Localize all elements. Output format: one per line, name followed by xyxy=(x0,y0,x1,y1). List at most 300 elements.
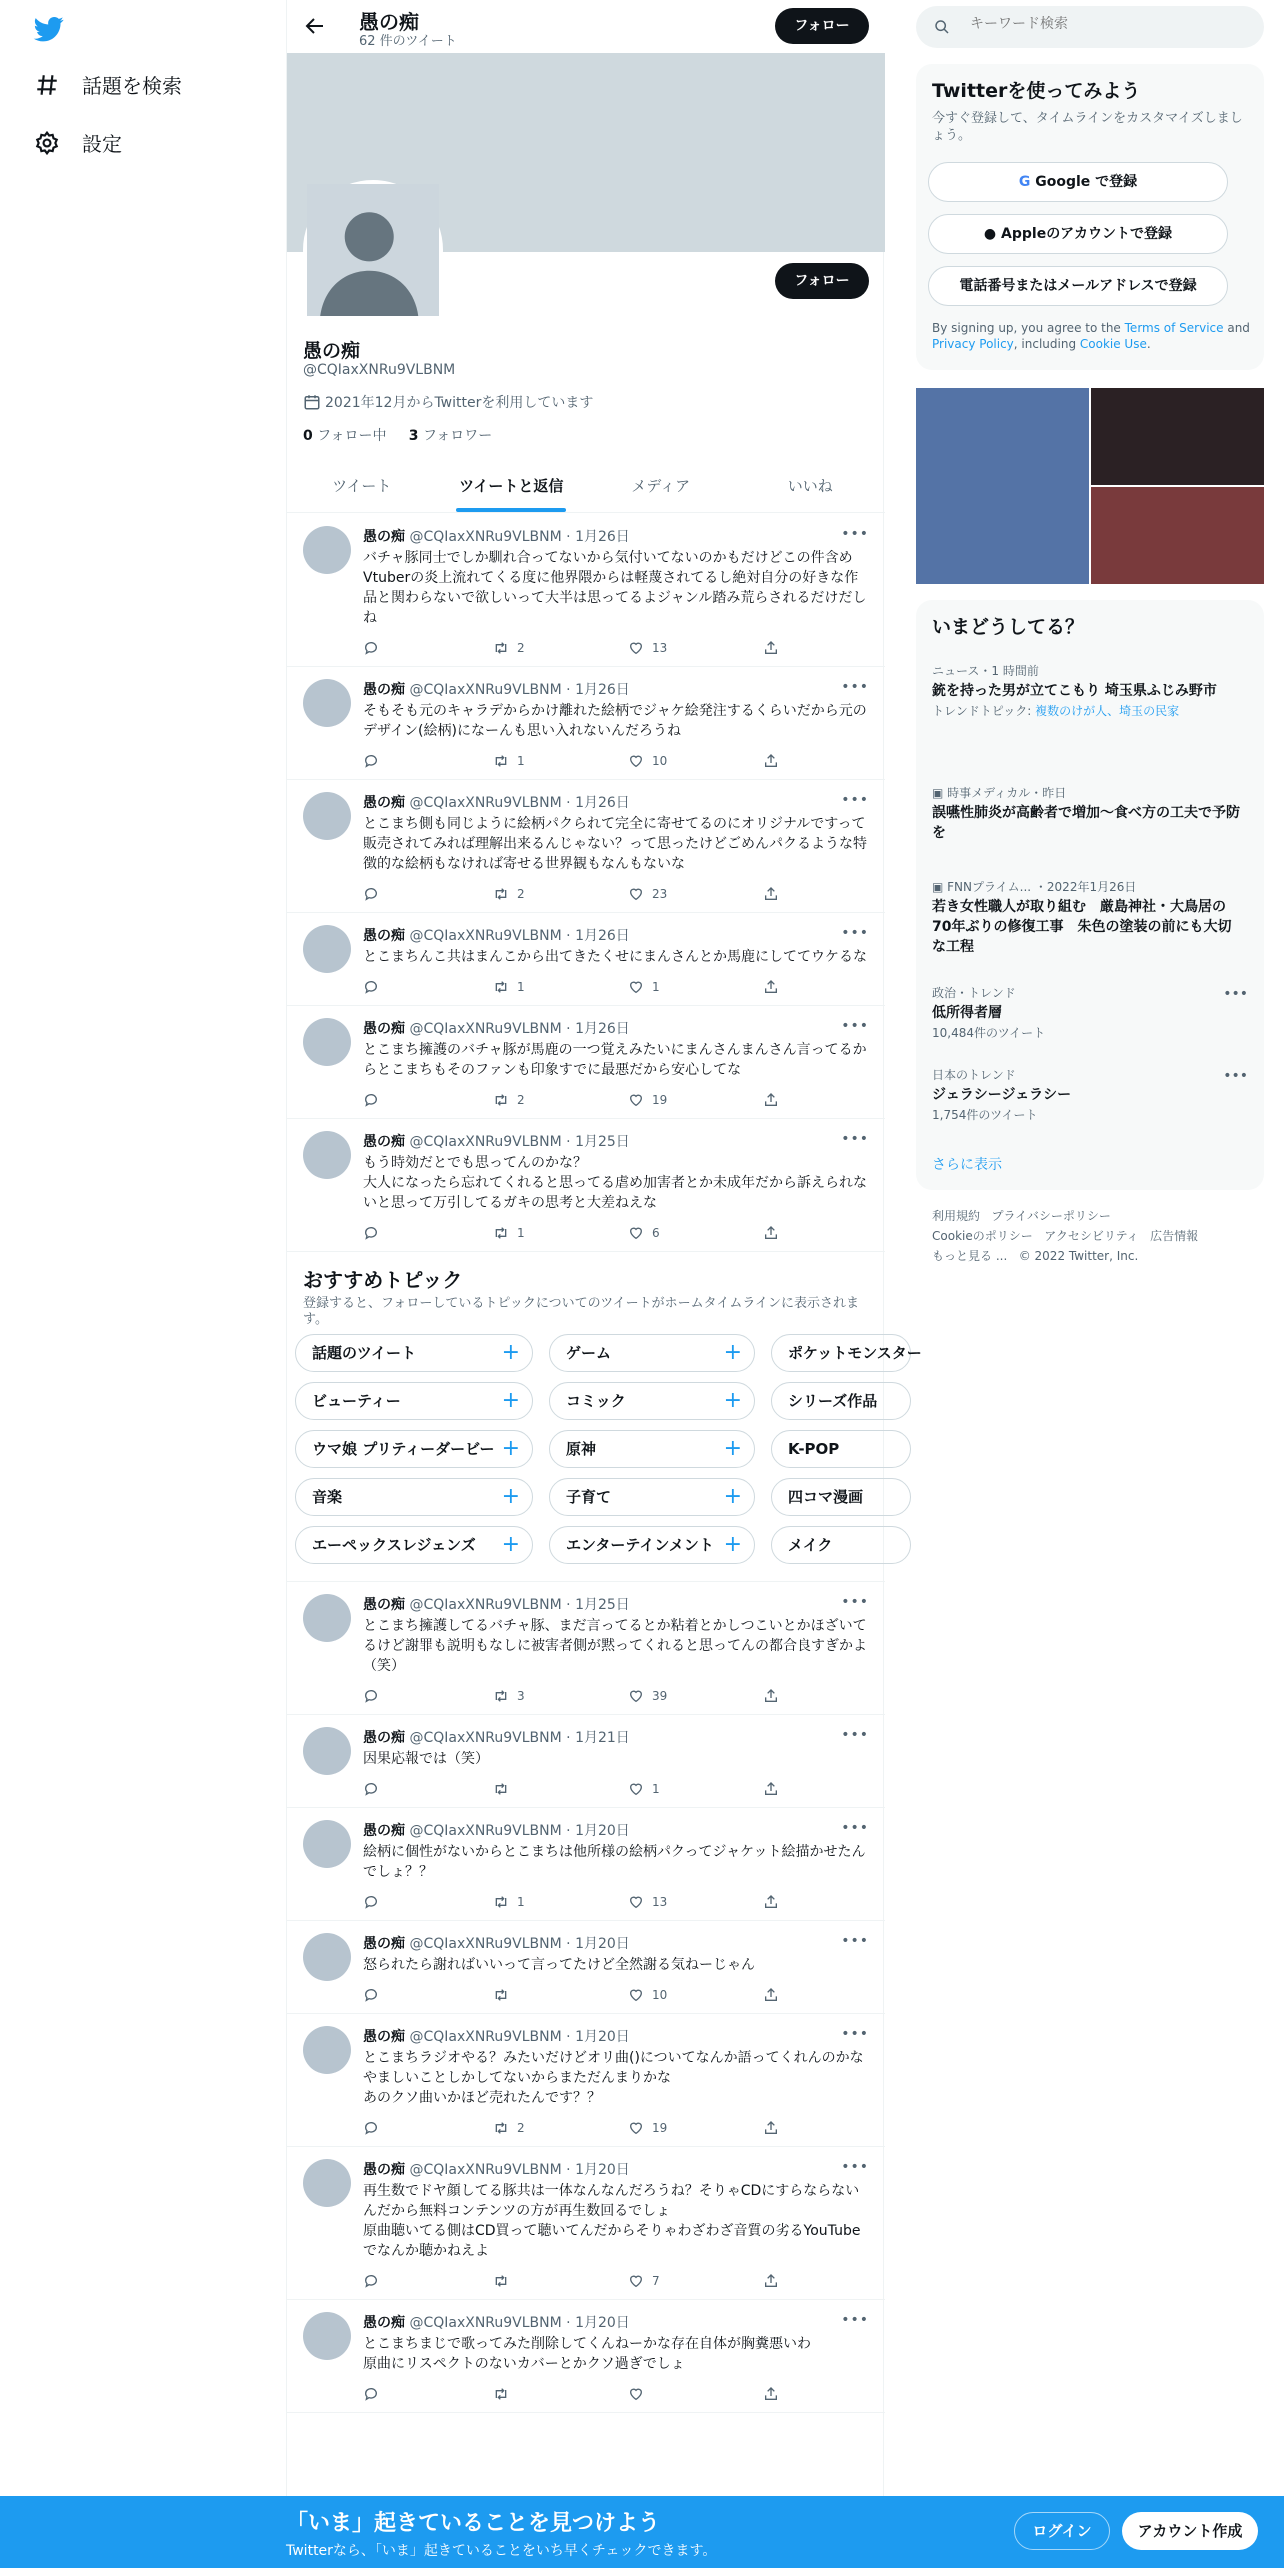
footer-privacy[interactable]: プライバシーポリシー xyxy=(991,1209,1111,1223)
like-button[interactable] xyxy=(628,2118,763,2138)
reply-button[interactable] xyxy=(363,2271,493,2291)
like-count: 7 xyxy=(652,2274,660,2288)
hashtag-icon xyxy=(34,72,60,98)
footer-more[interactable]: もっと見る ... xyxy=(932,1249,1008,1263)
trend-name: 誤嚥性肺炎が高齢者で増加～食べ方の工夫で予防を xyxy=(932,805,1240,841)
tweet-date[interactable]: 1月25日 xyxy=(575,1597,630,1613)
more-icon[interactable]: ••• xyxy=(841,2159,869,2175)
topic-chip-label: ビューティー xyxy=(312,1392,401,1410)
show-more-link[interactable]: さらに表示 xyxy=(932,1157,1002,1173)
tweet-dot: · xyxy=(561,1021,576,1037)
retweet-count: 1 xyxy=(517,980,525,994)
tweet-author-handle[interactable]: @CQIaxXNRu9VLBNM xyxy=(409,2162,562,2178)
tweet-avatar[interactable] xyxy=(303,526,351,574)
topic-chip[interactable] xyxy=(549,1334,755,1372)
share-button[interactable] xyxy=(763,751,779,771)
like-button[interactable] xyxy=(628,1223,763,1243)
plus-icon[interactable]: + xyxy=(723,1388,742,1413)
footer-terms[interactable]: 利用規約 xyxy=(932,1209,981,1223)
topic-chip[interactable] xyxy=(771,1526,911,1564)
share-icon xyxy=(763,2386,779,2402)
tweet-actions xyxy=(363,751,869,771)
tweet[interactable] xyxy=(287,2147,885,2300)
share-button[interactable] xyxy=(763,2271,779,2291)
plus-icon[interactable]: + xyxy=(723,1340,742,1365)
tweet-author-handle[interactable]: @CQIaxXNRu9VLBNM xyxy=(409,1134,562,1150)
tweet-author-name[interactable]: 愚の痴 xyxy=(363,1597,405,1613)
retweet-icon xyxy=(493,979,509,995)
tweet-actions xyxy=(363,1090,869,1110)
plus-icon[interactable]: + xyxy=(723,1436,742,1461)
share-button[interactable] xyxy=(763,2118,779,2138)
tweet-text: 絵柄に個性がないからとこまちは他所様の絵柄パクってジャケット絵描かせたんでしょ？？ xyxy=(363,1844,866,1880)
back-arrow-icon[interactable] xyxy=(303,14,327,38)
tweet-header xyxy=(363,1727,869,1747)
trends-title: いまどうしてる？ xyxy=(932,616,1085,638)
share-button[interactable] xyxy=(763,2384,779,2404)
tab-tweets-replies[interactable]: ツイートと返信 xyxy=(437,460,587,512)
google-signup-button[interactable] xyxy=(928,162,1228,202)
retweet-count: 2 xyxy=(517,2121,525,2135)
tweet-header xyxy=(363,1594,869,1614)
tweet[interactable] xyxy=(287,667,885,780)
topic-chip[interactable] xyxy=(549,1382,755,1420)
heart-icon xyxy=(628,1092,644,1108)
retweet-button[interactable] xyxy=(493,1223,628,1243)
more-icon[interactable]: ••• xyxy=(841,925,869,941)
nav-settings[interactable] xyxy=(34,128,122,157)
topic-chip[interactable] xyxy=(771,1382,911,1420)
tweet[interactable] xyxy=(287,780,885,913)
trend-sub-link[interactable]: 複数のけが人、埼玉の民家 xyxy=(1035,704,1180,718)
plus-icon[interactable]: + xyxy=(723,1532,742,1557)
like-button[interactable] xyxy=(628,1985,763,2005)
retweet-icon xyxy=(493,2120,509,2136)
topic-chip[interactable] xyxy=(295,1478,533,1516)
trends-card xyxy=(916,600,1264,1190)
retweet-icon xyxy=(493,753,509,769)
like-count: 13 xyxy=(652,1895,668,1909)
trend-meta: 日本のトレンド xyxy=(932,1068,1016,1082)
profile-header-bar xyxy=(287,0,885,53)
like-button[interactable] xyxy=(628,2384,763,2404)
like-count: 10 xyxy=(652,754,668,768)
tweet-date[interactable]: 1月26日 xyxy=(575,1021,630,1037)
plus-icon[interactable]: + xyxy=(501,1388,520,1413)
tweet-author-handle[interactable]: @CQIaxXNRu9VLBNM xyxy=(409,682,562,698)
more-icon[interactable]: ••• xyxy=(1223,1068,1248,1084)
banner-title: 「いま」起きていることを見つけよう xyxy=(286,2511,661,2536)
share-icon xyxy=(763,1225,779,1241)
tab-tweets[interactable]: ツイート xyxy=(332,477,392,495)
tweet-header xyxy=(363,1131,869,1151)
plus-icon[interactable]: + xyxy=(501,1532,520,1557)
tweet-avatar[interactable] xyxy=(303,1727,351,1775)
tweet-date[interactable]: 1月26日 xyxy=(575,682,630,698)
tweet-author-name[interactable]: 愚の痴 xyxy=(363,2162,405,2178)
twitter-bird-icon[interactable] xyxy=(34,14,64,44)
header-name: 愚の痴 xyxy=(359,10,419,34)
tweet-date[interactable]: 1月21日 xyxy=(575,1730,630,1746)
share-icon xyxy=(763,1894,779,1910)
plus-icon[interactable]: + xyxy=(501,1436,520,1461)
share-icon xyxy=(763,1688,779,1704)
retweet-button[interactable] xyxy=(493,2118,628,2138)
tweet-author-handle[interactable]: @CQIaxXNRu9VLBNM xyxy=(409,1597,562,1613)
tweet-author-name[interactable]: 愚の痴 xyxy=(363,682,405,698)
trend-sub-prefix: トレンドトピック: xyxy=(932,704,1036,718)
tweet-author-handle[interactable]: @CQIaxXNRu9VLBNM xyxy=(409,1936,562,1952)
tweet-dot: · xyxy=(561,682,576,698)
plus-icon[interactable]: + xyxy=(501,1340,520,1365)
share-icon xyxy=(763,1092,779,1108)
apple-signup-button[interactable] xyxy=(928,214,1228,254)
signup-button[interactable]: アカウント作成 xyxy=(1122,2512,1258,2550)
footer-accessibility[interactable]: アクセシビリティ xyxy=(1044,1229,1139,1243)
reply-icon xyxy=(363,2120,379,2136)
tweet-author-name[interactable]: 愚の痴 xyxy=(363,928,405,944)
plus-icon[interactable]: + xyxy=(501,1484,520,1509)
topic-chip[interactable] xyxy=(549,1478,755,1516)
like-button[interactable] xyxy=(628,1892,763,1912)
retweet-count: 1 xyxy=(517,1895,525,1909)
trend-item[interactable] xyxy=(932,984,1242,1041)
google-signup-label: Google で登録 xyxy=(1035,174,1138,190)
tweet-author-name[interactable]: 愚の痴 xyxy=(363,1021,405,1037)
signup-subtitle: 今すぐ登録して、タイムラインをカスタマイズしましょう。 xyxy=(932,111,1243,143)
trend-item[interactable] xyxy=(932,784,1242,843)
retweet-count: 2 xyxy=(517,1093,525,1107)
reply-icon xyxy=(363,2273,379,2289)
trend-sub xyxy=(932,703,1242,719)
tweet[interactable] xyxy=(287,2014,885,2147)
trend-meta: ニュース・1 時間前 xyxy=(932,664,1039,678)
signup-banner xyxy=(0,2496,1284,2568)
topic-chip[interactable] xyxy=(295,1334,533,1372)
topics-title: おすすめトピック xyxy=(303,1268,463,1292)
reply-button[interactable] xyxy=(363,2384,493,2404)
tweet-author-handle[interactable]: @CQIaxXNRu9VLBNM xyxy=(409,1730,562,1746)
tweet-author-handle[interactable]: @CQIaxXNRu9VLBNM xyxy=(409,1021,562,1037)
signup-card xyxy=(916,64,1264,370)
tweet-avatar[interactable] xyxy=(303,925,351,973)
reply-icon xyxy=(363,1688,379,1704)
tweet-author-handle[interactable]: @CQIaxXNRu9VLBNM xyxy=(409,529,562,545)
retweet-icon xyxy=(493,1781,509,1797)
share-icon xyxy=(763,1781,779,1797)
tweet-author-name[interactable]: 愚の痴 xyxy=(363,2315,405,2331)
followers-count: 3 xyxy=(408,428,419,444)
tweet-avatar[interactable] xyxy=(303,1131,351,1179)
tweet-text: 再生数でドヤ顔してる豚共は一体なんなんだろうね？そりゃCDにすらならないんだから無料コンテンツの方が再生数回るでしょ 原曲聴いてる側はCD買って聴いてんだからそりゃわざわざ音質の劣るYouTubeでなんか聴かねえよ xyxy=(363,2183,861,2259)
reply-icon xyxy=(363,1092,379,1108)
media-tile[interactable] xyxy=(1091,388,1264,485)
profile-avatar[interactable] xyxy=(303,180,443,320)
tweet-dot: · xyxy=(561,2162,576,2178)
trend-sub: 1,754件のツイート xyxy=(932,1108,1038,1122)
phone-email-signup-button[interactable]: 電話番号またはメールアドレスで登録 xyxy=(928,266,1228,306)
heart-icon xyxy=(628,1688,644,1704)
share-button[interactable] xyxy=(763,1779,779,1799)
reply-button[interactable] xyxy=(363,884,493,904)
topic-chip[interactable] xyxy=(549,1430,755,1468)
media-tile[interactable] xyxy=(1091,487,1264,584)
tweet-author-handle[interactable]: @CQIaxXNRu9VLBNM xyxy=(409,2315,562,2331)
like-button[interactable] xyxy=(628,2271,763,2291)
retweet-button[interactable] xyxy=(493,2384,628,2404)
share-button[interactable] xyxy=(763,977,779,997)
tweet-text: とこまち擁護のバチャ豚が馬鹿の一つ覚えみたいにまんさんまんさん言ってるからとこまちもそのファンも印象すでに最悪だから安心してな xyxy=(363,1042,867,1078)
tweet-actions xyxy=(363,2118,869,2138)
heart-icon xyxy=(628,886,644,902)
like-button[interactable] xyxy=(628,1090,763,1110)
retweet-icon xyxy=(493,2273,509,2289)
more-icon[interactable]: ••• xyxy=(841,1933,869,1949)
tweet-actions xyxy=(363,977,869,997)
tweet[interactable] xyxy=(287,2300,885,2413)
profile-joined xyxy=(303,392,593,412)
tweet-avatar[interactable] xyxy=(303,1820,351,1868)
more-icon[interactable]: ••• xyxy=(841,526,869,542)
trend-meta: 政治・トレンド xyxy=(932,986,1016,1000)
reply-icon xyxy=(363,1987,379,2003)
tweet-author-name[interactable]: 愚の痴 xyxy=(363,1936,405,1952)
trend-item[interactable] xyxy=(932,878,1242,957)
more-icon[interactable]: ••• xyxy=(841,1131,869,1147)
more-icon[interactable]: ••• xyxy=(841,792,869,808)
tweet-avatar[interactable] xyxy=(303,792,351,840)
topic-chip-label: エンターテインメント xyxy=(566,1536,714,1554)
more-icon[interactable]: ••• xyxy=(841,1820,869,1836)
tweet-date[interactable]: 1月26日 xyxy=(575,529,630,545)
footer-ads[interactable]: 広告情報 xyxy=(1150,1229,1199,1243)
reply-button[interactable] xyxy=(363,977,493,997)
retweet-button[interactable] xyxy=(493,2271,628,2291)
tweet-author-handle[interactable]: @CQIaxXNRu9VLBNM xyxy=(409,928,562,944)
retweet-button[interactable] xyxy=(493,884,628,904)
plus-icon[interactable]: + xyxy=(723,1484,742,1509)
tweet-author-handle[interactable]: @CQIaxXNRu9VLBNM xyxy=(409,1823,562,1839)
reply-button[interactable] xyxy=(363,1686,493,1706)
tweet[interactable] xyxy=(287,1921,885,2014)
tweet-author-name[interactable]: 愚の痴 xyxy=(363,1823,405,1839)
reply-button[interactable] xyxy=(363,2118,493,2138)
nav-explore[interactable] xyxy=(34,70,182,99)
tweet-actions xyxy=(363,638,869,658)
like-count: 6 xyxy=(652,1226,660,1240)
reply-icon xyxy=(363,640,379,656)
tab-media[interactable]: メディア xyxy=(631,477,691,495)
search-box[interactable] xyxy=(916,6,1264,48)
retweet-button[interactable] xyxy=(493,751,628,771)
more-icon[interactable]: ••• xyxy=(841,1727,869,1743)
more-icon[interactable]: ••• xyxy=(841,2026,869,2042)
profile-follow-button[interactable]: フォロー xyxy=(775,263,869,299)
tab-likes[interactable]: いいね xyxy=(787,477,833,495)
tweet-author-name[interactable]: 愚の痴 xyxy=(363,529,405,545)
tweet-avatar[interactable] xyxy=(303,1933,351,1981)
tweet-date[interactable]: 1月25日 xyxy=(575,1134,630,1150)
more-icon[interactable]: ••• xyxy=(841,2312,869,2328)
tweet-date[interactable]: 1月26日 xyxy=(575,928,630,944)
topic-chip[interactable] xyxy=(295,1382,533,1420)
share-button[interactable] xyxy=(763,884,779,904)
retweet-button[interactable] xyxy=(493,1686,628,1706)
tweet[interactable] xyxy=(287,1582,885,1715)
like-button[interactable] xyxy=(628,884,763,904)
tweet-date[interactable]: 1月20日 xyxy=(575,2162,630,2178)
following-label: フォロー中 xyxy=(317,428,387,444)
legal-including: , including xyxy=(1013,337,1080,351)
gear-icon xyxy=(34,130,60,156)
retweet-icon xyxy=(493,1225,509,1241)
reply-button[interactable] xyxy=(363,1090,493,1110)
share-button[interactable] xyxy=(763,1223,779,1243)
news-source-icon: ▣ xyxy=(932,786,948,800)
header-tweet-count: 62 件のツイート xyxy=(359,34,457,49)
share-icon xyxy=(763,640,779,656)
google-icon: G xyxy=(1018,174,1031,190)
retweet-icon xyxy=(493,1894,509,1910)
tweet-text: バチャ豚同士でしか馴れ合ってないから気付いてないのかもだけどこの件含めVtuberの炎上流れてくる度に他界隈からは軽蔑されてるし絶対自分の好きな作品と関わらないで欲しいって大半は思ってるよジャンル踏み荒らされるだけだしね xyxy=(363,550,867,626)
privacy-link[interactable]: Privacy Policy xyxy=(932,337,1014,351)
header-follow-button[interactable]: フォロー xyxy=(775,8,869,44)
search-input[interactable] xyxy=(970,16,1250,32)
tweet-avatar[interactable] xyxy=(303,2026,351,2074)
like-button[interactable] xyxy=(628,1686,763,1706)
tweet-avatar[interactable] xyxy=(303,679,351,727)
topic-chip-label: ポケットモンスター xyxy=(788,1344,922,1362)
like-button[interactable] xyxy=(628,751,763,771)
following-link[interactable] xyxy=(303,428,387,444)
retweet-button[interactable] xyxy=(493,1985,628,2005)
share-icon xyxy=(763,753,779,769)
tweet-author-handle[interactable]: @CQIaxXNRu9VLBNM xyxy=(409,2029,562,2045)
footer-cookie[interactable]: Cookieのポリシー xyxy=(932,1229,1033,1243)
retweet-count: 2 xyxy=(517,887,525,901)
reply-button[interactable] xyxy=(363,1985,493,2005)
reply-icon xyxy=(363,2386,379,2402)
share-button[interactable] xyxy=(763,638,779,658)
tweet-author-name[interactable]: 愚の痴 xyxy=(363,2029,405,2045)
reply-button[interactable] xyxy=(363,1892,493,1912)
reply-icon xyxy=(363,753,379,769)
retweet-button[interactable] xyxy=(493,638,628,658)
apple-signup-label: Appleのアカウントで登録 xyxy=(1001,226,1173,242)
share-button[interactable] xyxy=(763,1090,779,1110)
topic-chip[interactable] xyxy=(771,1430,911,1468)
tweet-avatar[interactable] xyxy=(303,2159,351,2207)
tweet-text: とこまちまじで歌ってみた削除してくんねーかな存在自体が胸糞悪いわ 原曲にリスペクトのないカバーとかクソ過ぎでしょ xyxy=(363,2336,811,2372)
more-icon[interactable]: ••• xyxy=(841,679,869,695)
more-icon[interactable]: ••• xyxy=(841,1018,869,1034)
tweet-date[interactable]: 1月20日 xyxy=(575,1936,630,1952)
tweet-date[interactable]: 1月20日 xyxy=(575,2029,630,2045)
tweet[interactable] xyxy=(287,1715,885,1808)
tweet-dot: · xyxy=(561,529,576,545)
topic-chip[interactable] xyxy=(771,1478,911,1516)
tweet[interactable] xyxy=(287,913,885,1006)
trend-item[interactable] xyxy=(932,662,1242,719)
tweet-date[interactable]: 1月20日 xyxy=(575,2315,630,2331)
retweet-button[interactable] xyxy=(493,977,628,997)
topic-chip[interactable] xyxy=(295,1430,533,1468)
share-icon xyxy=(763,1987,779,2003)
tweet-dot: · xyxy=(561,1936,576,1952)
more-icon[interactable]: ••• xyxy=(841,1594,869,1610)
cookie-link[interactable]: Cookie Use xyxy=(1079,337,1147,351)
tweet[interactable] xyxy=(287,1119,885,1252)
like-count: 23 xyxy=(652,887,668,901)
like-count: 1 xyxy=(652,980,660,994)
share-button[interactable] xyxy=(763,1686,779,1706)
news-source-icon: ▣ xyxy=(932,880,948,894)
tweet-header xyxy=(363,2026,869,2046)
tweet-avatar[interactable] xyxy=(303,1018,351,1066)
topic-chip[interactable] xyxy=(295,1526,533,1564)
tweet-author-handle[interactable]: @CQIaxXNRu9VLBNM xyxy=(409,795,562,811)
tweet-author-name[interactable]: 愚の痴 xyxy=(363,795,405,811)
tweet-text: 因果応報では（笑） xyxy=(363,1751,489,1767)
tweet-actions xyxy=(363,1892,869,1912)
like-button[interactable] xyxy=(628,638,763,658)
topic-chip[interactable] xyxy=(771,1334,922,1372)
reply-button[interactable] xyxy=(363,1223,493,1243)
topic-chip-label: エーペックスレジェンズ xyxy=(312,1536,476,1554)
like-count: 1 xyxy=(652,1782,660,1796)
terms-link[interactable]: Terms of Service xyxy=(1124,321,1224,335)
default-avatar-icon xyxy=(307,184,439,316)
reply-button[interactable] xyxy=(363,751,493,771)
topic-chip-label: コミック xyxy=(566,1392,626,1410)
topic-chip-label: ウマ娘 プリティーダービー xyxy=(312,1440,495,1458)
profile-tabs xyxy=(287,460,885,513)
topic-chip[interactable] xyxy=(549,1526,755,1564)
retweet-button[interactable] xyxy=(493,1779,628,1799)
retweet-button[interactable] xyxy=(493,1892,628,1912)
like-count: 19 xyxy=(652,1093,668,1107)
tweet-header xyxy=(363,679,869,699)
retweet-count: 1 xyxy=(517,754,525,768)
login-button[interactable]: ログイン xyxy=(1014,2512,1110,2550)
retweet-icon xyxy=(493,1987,509,2003)
like-button[interactable] xyxy=(628,977,763,997)
tweet-date[interactable]: 1月26日 xyxy=(575,795,630,811)
footer-links xyxy=(932,1206,1262,1266)
tweet[interactable] xyxy=(287,514,885,667)
trend-item[interactable] xyxy=(932,1066,1242,1123)
tweet-date[interactable]: 1月20日 xyxy=(575,1823,630,1839)
tweet[interactable] xyxy=(287,1808,885,1921)
like-button[interactable] xyxy=(628,1779,763,1799)
tweet[interactable] xyxy=(287,1006,885,1119)
tweet-author-name[interactable]: 愚の痴 xyxy=(363,1730,405,1746)
share-button[interactable] xyxy=(763,1892,779,1912)
tweet-dot: · xyxy=(561,1823,576,1839)
followers-link[interactable] xyxy=(409,428,493,444)
reply-button[interactable] xyxy=(363,638,493,658)
media-grid[interactable] xyxy=(916,388,1264,584)
share-button[interactable] xyxy=(763,1985,779,2005)
tweet-avatar[interactable] xyxy=(303,2312,351,2360)
more-icon[interactable]: ••• xyxy=(1223,986,1248,1002)
reply-button[interactable] xyxy=(363,1779,493,1799)
tweet-avatar[interactable] xyxy=(303,1594,351,1642)
media-tile[interactable] xyxy=(916,388,1089,584)
tweet-author-name[interactable]: 愚の痴 xyxy=(363,1134,405,1150)
tweet-text: とこまちんこ共はまんこから出てきたくせにまんさんとか馬鹿にしててウケるな xyxy=(363,949,867,965)
retweet-button[interactable] xyxy=(493,1090,628,1110)
